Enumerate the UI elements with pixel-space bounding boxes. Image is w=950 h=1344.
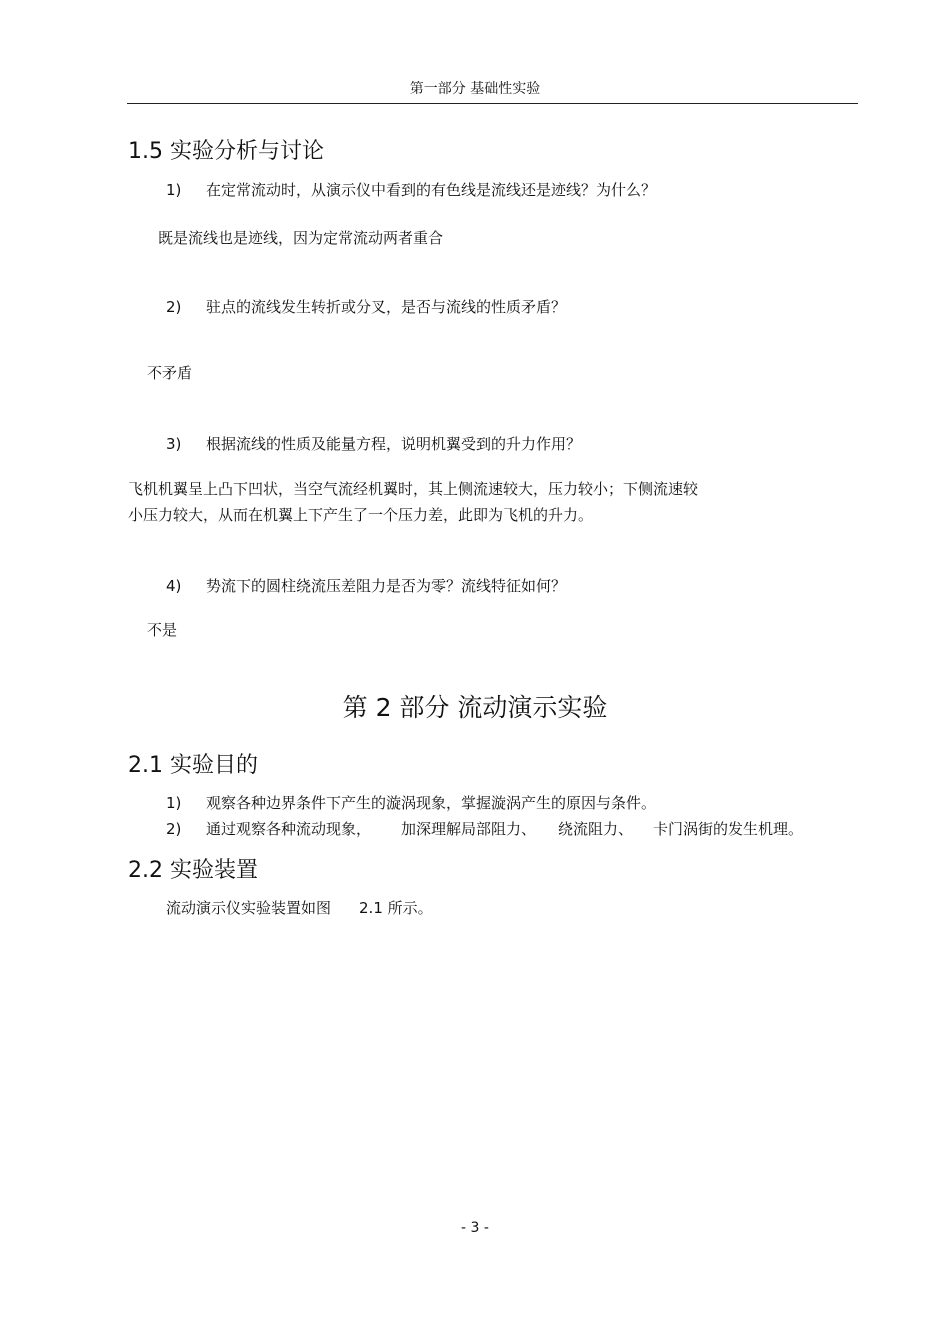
answer-1: 既是流线也是迹线，因为定常流动两者重合 [158,229,444,247]
answer-2: 不矛盾 [147,364,193,382]
objective-1-number: 1) [166,794,182,812]
question-2-number: 2) [166,298,182,316]
question-3-number: 3) [166,435,182,453]
answer-4: 不是 [147,621,178,639]
question-3 [166,433,581,454]
question-2 [166,296,566,317]
question-1-text: 在定常流动时，从演示仪中看到的有色线是流线还是迹线？为什么？ [206,181,657,199]
objective-2 [166,818,803,839]
objective-2-text-a: 通过观察各种流动现象， [206,820,372,838]
question-1-number: 1) [166,181,182,199]
question-4 [166,575,566,596]
objective-1 [166,792,656,813]
running-header: 第一部分 基础性实验 [409,81,541,97]
question-2-text: 驻点的流线发生转折或分叉，是否与流线的性质矛盾？ [206,298,567,316]
question-4-number: 4) [166,577,182,595]
objective-2-text-c: 绕流阻力、 [558,820,634,838]
answer-3-line-2: 小压力较大，从而在机翼上下产生了一个压力差，此即为飞机的升力。 [128,506,594,524]
page-number: - 3 - [461,1220,489,1236]
header-rule [127,103,858,104]
apparatus-text [166,897,433,918]
objective-2-number: 2) [166,820,182,838]
figure-reference: 2.1 所示。 [359,899,433,917]
section-2-1-title: 2.1 实验目的 [128,753,258,778]
objective-2-text-b: 加深理解局部阻力、 [401,820,537,838]
section-1-5-title: 1.5 实验分析与讨论 [128,139,324,164]
part-2-title: 第 2 部分 流动演示实验 [342,693,608,722]
apparatus-text-a: 流动演示仪实验装置如图 [166,899,332,917]
question-4-text: 势流下的圆柱绕流压差阻力是否为零？流线特征如何？ [206,577,567,595]
section-2-2-title: 2.2 实验装置 [128,858,258,883]
question-3-text: 根据流线的性质及能量方程，说明机翼受到的升力作用？ [206,435,582,453]
objective-1-text: 观察各种边界条件下产生的漩涡现象，掌握漩涡产生的原因与条件。 [206,794,657,812]
question-1 [166,179,656,200]
answer-3-line-1: 飞机机翼呈上凸下凹状，当空气流经机翼时，其上侧流速较大，压力较小；下侧流速较 [128,480,699,498]
objective-2-text-d: 卡门涡街的发生机理。 [653,820,804,838]
